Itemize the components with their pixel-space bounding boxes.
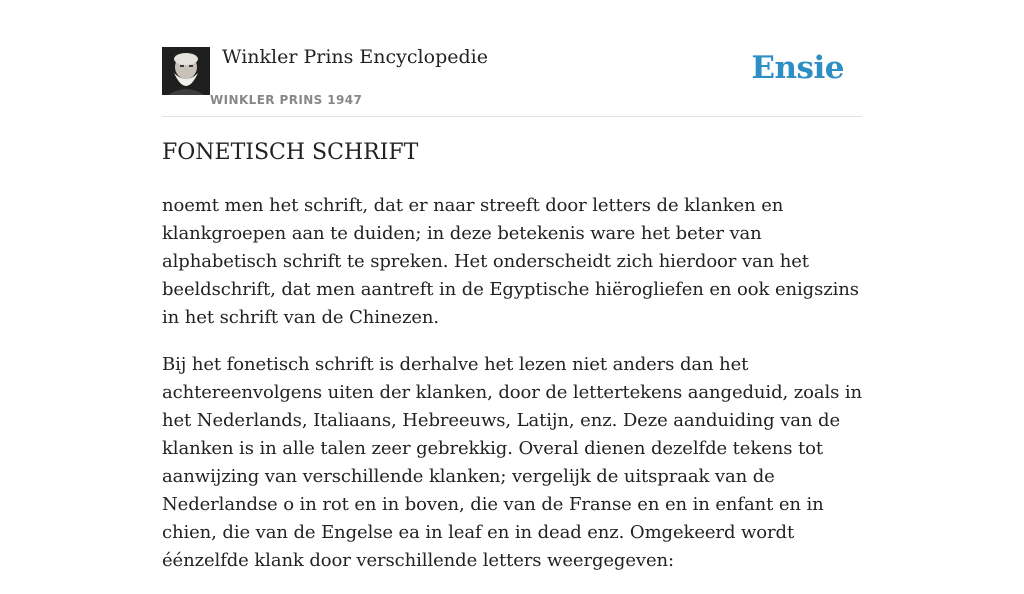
author-avatar-icon[interactable] (162, 47, 210, 95)
ensie-logo[interactable]: Ensie (751, 50, 844, 86)
bearded-man-portrait-icon (162, 47, 210, 95)
site-title[interactable]: Winkler Prins Encyclopedie (222, 46, 488, 68)
article-title: FONETISCH SCHRIFT (162, 140, 419, 165)
encyclopedia-edition-label[interactable]: WINKLER PRINS 1947 (210, 93, 363, 107)
article-paragraph: Bij het fonetisch schrift is derhalve het lezen niet anders dan het achtereenvolgens uiten der klanken, door de lettertekens aangeduid, zoals in het Nederlands, Italiaans, Hebreeuws, Latijn, enz. Deze aanduiding van de klanken is in alle talen zeer gebrekkig. Overal dienen dezelfde tekens tot aanwijzing van verschillende klanken; vergelijk de uitspraak van de Nederlandse o in rot en in boven, die van de Franse en en in enfant en in chien, die van de Engelse ea in leaf en in dead enz. Omgekeerd wordt éénzelfde klank door verschillende letters weergegeven: (162, 354, 863, 571)
header (162, 0, 862, 117)
article-body (162, 192, 866, 594)
article-paragraph: noemt men het schrift, dat er naar streeft door letters de klanken en klankgroepen aan te duiden; in deze betekenis ware het beter van alphabetisch schrift te spreken. Het onderscheidt zich hierdoor van het beeldschrift, dat men aantreft in de Egyptische hiërogliefen en ook enigszins in het schrift van de Chinezen. (162, 195, 859, 328)
page (162, 0, 863, 571)
